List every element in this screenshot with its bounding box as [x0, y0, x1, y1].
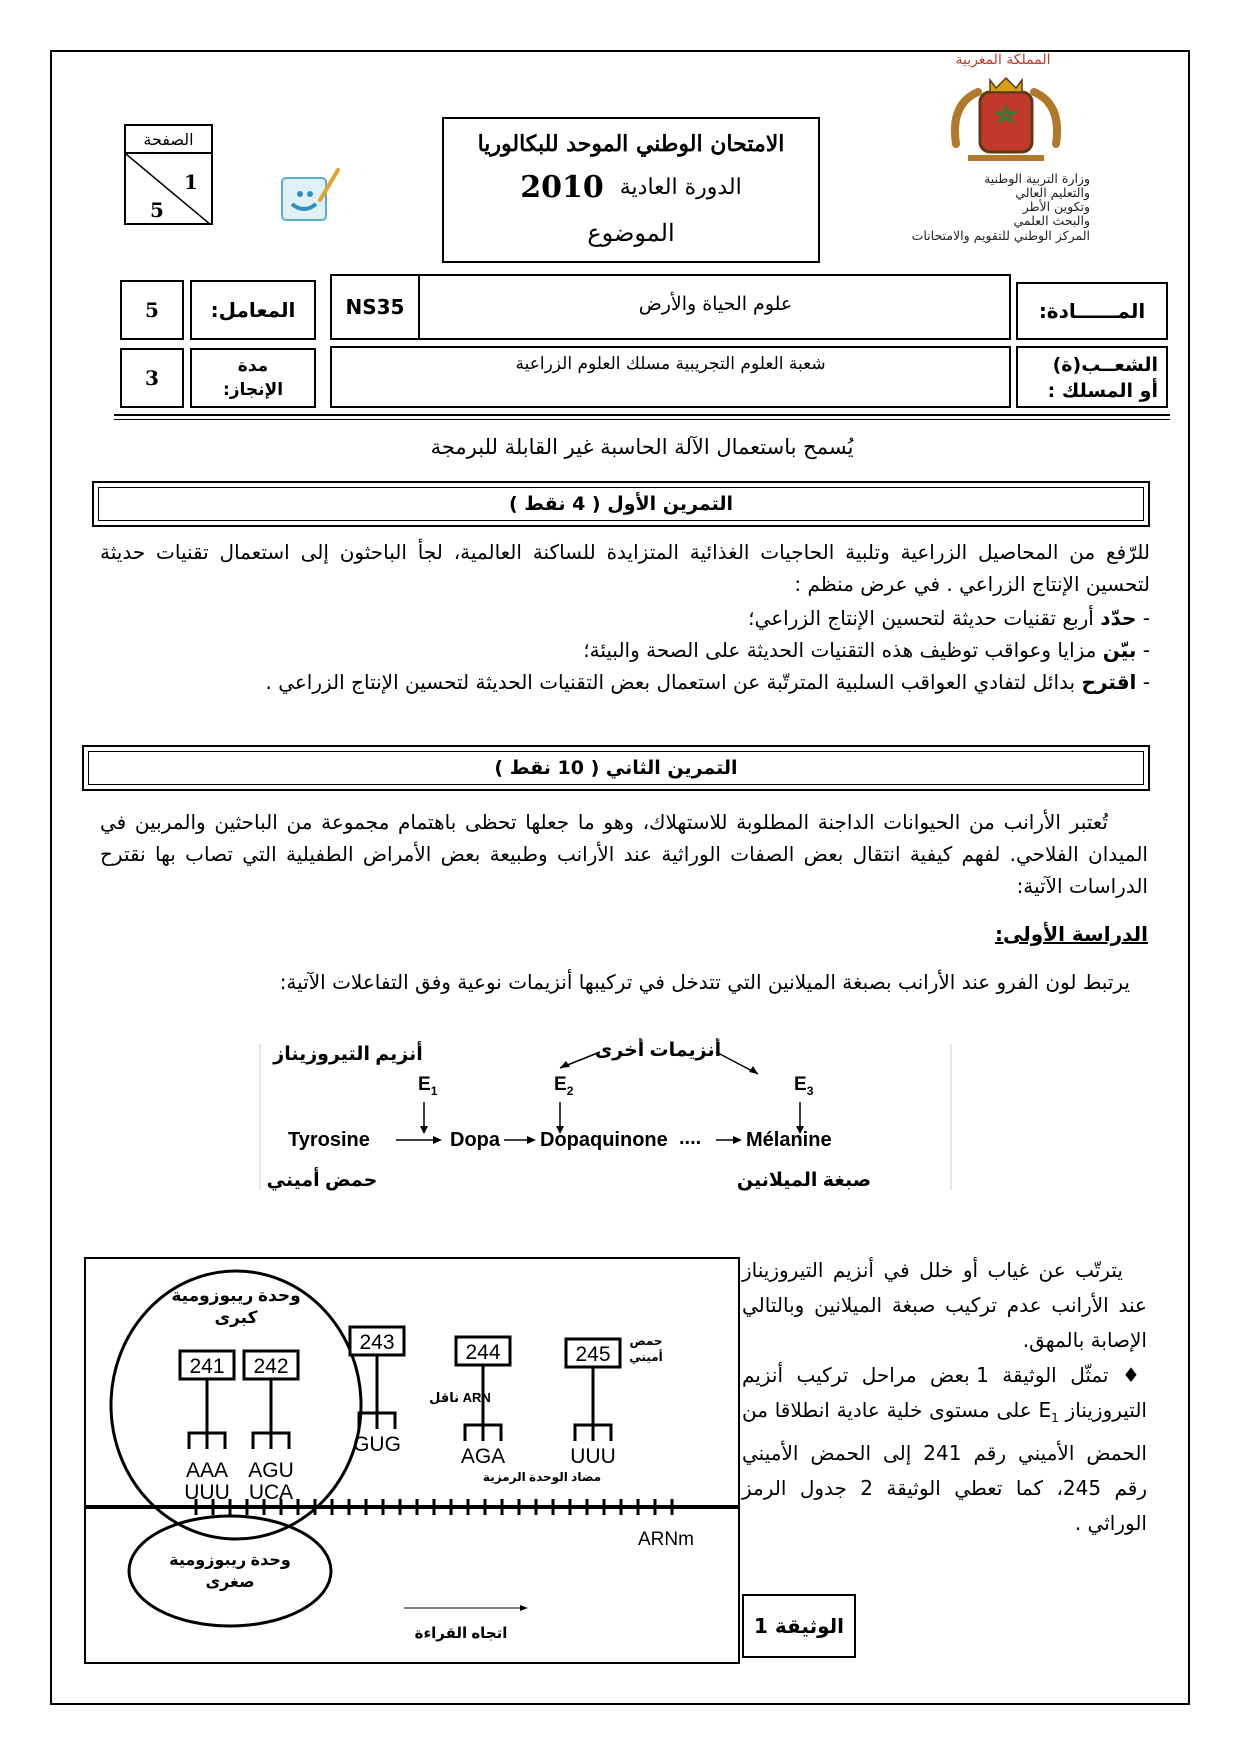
task-verb: بيّن	[1102, 638, 1137, 662]
amino-acid-label: حمض أميني	[266, 1170, 378, 1191]
ministry-text	[900, 172, 1090, 243]
page-label: الصفحة	[126, 126, 211, 154]
branch-label-line-1: الشعــب(ة)	[1052, 354, 1158, 376]
duration-label-line-2: الإنجاز:	[222, 380, 284, 400]
amino-acid-number: 244	[465, 1341, 501, 1364]
study1-title: الدراسة الأولى:	[995, 922, 1148, 946]
trna-arms	[189, 1433, 225, 1449]
document1-label: الوثيقة 1	[742, 1594, 856, 1658]
exam-year: 2010	[520, 169, 604, 205]
task-verb: حدّد	[1100, 606, 1137, 630]
pathway-dots: ....	[679, 1127, 702, 1149]
branch-cell	[330, 346, 1011, 408]
calculator-note: يُسمح باستعمال الآلة الحاسبة غير القابلة للبرمجة	[430, 435, 854, 459]
subject-heading: الموضوع	[587, 219, 675, 247]
albinism-text: يترتّب عن غياب أو خلل في أنزيم التيروزيناز عند الأرانب عدم تركيب صبغة الميلانين وبالتالي الإصابة بالمهق.	[742, 1258, 1147, 1352]
exercise1-task-3: - اقترح بدائل لتفادي العواقب السلبية المترتّبة عن استعمال بعض التقنيات الحديثة لتحسين الإنتاج الزراعي .	[265, 670, 1150, 694]
doc1-instruction: ♦ تمثّل الوثيقة 1 بعض مراحل تركيب أنزيم التيروزيناز $E_1$ على مستوى خلية عادية انطلاقا من الحمض الأميني رقم 241 إلى الحمض الأميني رقم 245، كما تعطي الوثيقة 2 جدول الرمز الوراثي .	[742, 1363, 1148, 1535]
trna-arms	[575, 1425, 611, 1441]
page-total: 5	[150, 198, 164, 222]
exercise2-intro: تُعتبر الأرانب من الحيوانات الداجنة المطلوبة للاستهلاك، وهو ما جعلها تحظى باهتمام مجموعة من الباحثين والمربين في الميدان الفلاحي. لفهم كيفية انتقال بعض الصفات الوراثية عند الأرانب وطبيعة بعض الأمراض الطفيلية التي تصاب بها نقترح الدراسات الآتية:	[100, 810, 1148, 898]
amino-acid-number: 242	[253, 1355, 289, 1378]
coat-of-arms-icon	[950, 74, 1062, 170]
other-enzymes-label: أنزيمات أخرى	[594, 1040, 722, 1061]
coefficient-label: المعامل:	[190, 280, 316, 340]
study1-text: يرتبط لون الفرو عند الأرانب بصبغة الميلانين التي تتدخل في تركيبها أنزيمات نوعية وفق التفاعلات الآتية:	[279, 970, 1130, 994]
session-label: الدورة العادية	[619, 174, 742, 200]
codon: UCA	[248, 1481, 294, 1504]
task-text: بدائل لتفادي العواقب السلبية المترتّبة عن استعمال بعض التقنيات الحديثة لتحسين الإنتاج الزراعي .	[265, 670, 1082, 694]
ministry-line-4: والبحث العلمي	[1013, 213, 1090, 228]
e1-down-arrow-head	[420, 1126, 428, 1134]
duration-label	[190, 348, 316, 408]
melanin-pathway-diagram	[258, 1038, 958, 1198]
trna-arms	[253, 1433, 289, 1449]
exam-title-box	[442, 117, 820, 263]
exercise1-intro: للرّفع من المحاصيل الزراعية وتلبية الحاجيات الغذائية المتزايدة للساكنة العالمية، لجأ الباحثون إلى استعمال تقنيات حديثة لتحسين الإنتاج الزراعي . في عرض منظم :	[100, 540, 1150, 596]
small-subunit-shape	[129, 1516, 331, 1626]
amino-acid-label-2: أميني	[629, 1350, 663, 1364]
reaction-arrow-1-head	[433, 1136, 442, 1144]
ministry-line-1: وزارة التربية الوطنية	[984, 171, 1090, 186]
large-subunit-label-1: وحدة ريبوزومية	[171, 1286, 301, 1305]
task-text: مزايا وعواقب توظيف هذه التقنيات الحديثة على الصحة والبيئة؛	[583, 638, 1103, 662]
exam-code: NS35	[332, 276, 420, 338]
coefficient-value: 5	[120, 280, 184, 340]
duration-value: 3	[120, 348, 184, 408]
trna-arms	[465, 1425, 501, 1441]
session-line	[444, 169, 818, 205]
translation-diagram	[86, 1259, 738, 1662]
page-divider-line	[126, 154, 211, 225]
anticodon: AAA	[185, 1459, 229, 1482]
trna-arms	[359, 1413, 395, 1429]
molecule-dopaquinone: Dopaquinone	[540, 1129, 668, 1151]
evaluation-center: المركز الوطني للتقويم والامتحانات	[911, 228, 1090, 243]
reading-direction-arrow-head	[520, 1605, 528, 1611]
molecule-dopa: Dopa	[450, 1129, 500, 1151]
exercise1-tasks	[100, 602, 1150, 698]
small-subunit-label-1: وحدة ريبوزومية	[169, 1552, 291, 1569]
reaction-arrow-3-head	[733, 1136, 742, 1144]
page-current: 1	[184, 170, 198, 194]
codon: UUU	[184, 1481, 230, 1504]
subject-cell	[330, 274, 1011, 340]
exercise1-task-2: - بيّن مزايا وعواقب توظيف هذه التقنيات الحديثة على الصحة والبيئة؛	[583, 638, 1150, 662]
trna-label: ARN ناقل	[429, 1390, 491, 1405]
exercise1-title: التمرين الأول ( 4 نقط )	[92, 481, 1150, 527]
melanin-pigment-label: صبغة الميلانين	[736, 1170, 872, 1191]
ministry-line-3: وتكوين الأطر	[1022, 199, 1090, 214]
mrna-label: ARNm	[638, 1529, 694, 1550]
arrow-to-e3-head	[749, 1066, 758, 1074]
branch-label-line-2: أو المسلك :	[1047, 380, 1158, 402]
exercise1-task-1: - حدّد أربع تقنيات حديثة لتحسين الإنتاج الزراعي؛	[748, 606, 1150, 630]
anticodon: GUG	[353, 1433, 401, 1456]
kingdom-label: المملكة المغربية	[955, 52, 1051, 68]
anticodon: AGA	[460, 1445, 506, 1468]
enzyme-e2: $E_2$	[554, 1074, 574, 1098]
subject-name: علوم الحياة والأرض	[638, 293, 793, 315]
ministry-line-2: والتعليم العالي	[1015, 185, 1090, 200]
document1-description	[742, 1253, 1147, 1541]
exam-logo-icon	[280, 166, 342, 226]
exercise2-title: التمرين الثاني ( 10 نقط )	[82, 745, 1150, 791]
enzyme-e3: $E_3$	[794, 1074, 814, 1098]
large-subunit-label-2: كبرى	[214, 1308, 258, 1327]
molecule-melanine: Mélanine	[746, 1129, 832, 1151]
task-text: أربع تقنيات حديثة لتحسين الإنتاج الزراعي؛	[748, 606, 1101, 630]
reaction-arrow-2-head	[527, 1136, 536, 1144]
amino-acid-number: 245	[575, 1343, 611, 1366]
anticodon: UUU	[570, 1445, 616, 1468]
amino-acid-label-1: حمض	[629, 1334, 663, 1348]
subject-label: المــــــادة:	[1016, 282, 1168, 340]
anticodon: AGU	[248, 1459, 294, 1482]
header-rule	[114, 414, 1170, 420]
amino-acid-number: 243	[359, 1331, 395, 1354]
branch-label	[1016, 346, 1168, 408]
amino-acid-number: 241	[189, 1355, 225, 1378]
duration-label-line-1: مدة	[237, 356, 269, 376]
anticodon-label: مضاد الوحدة الرمزية	[482, 1470, 602, 1484]
tyrosinase-label: أنزيم التيروزيناز	[273, 1044, 423, 1065]
exam-title: الامتحان الوطني الموحد للبكالوريا	[477, 131, 785, 157]
branch-name: شعبة العلوم التجريبية مسلك العلوم الزراعية	[515, 354, 826, 374]
enzyme-e1: $E_1$	[418, 1074, 438, 1098]
page-number-box	[124, 124, 213, 225]
reading-direction-label: اتجاه القراءة	[414, 1625, 508, 1642]
small-subunit-label-2: صغرى	[205, 1574, 255, 1591]
molecule-tyrosine: Tyrosine	[288, 1129, 370, 1151]
task-verb: اقترح	[1081, 670, 1137, 694]
